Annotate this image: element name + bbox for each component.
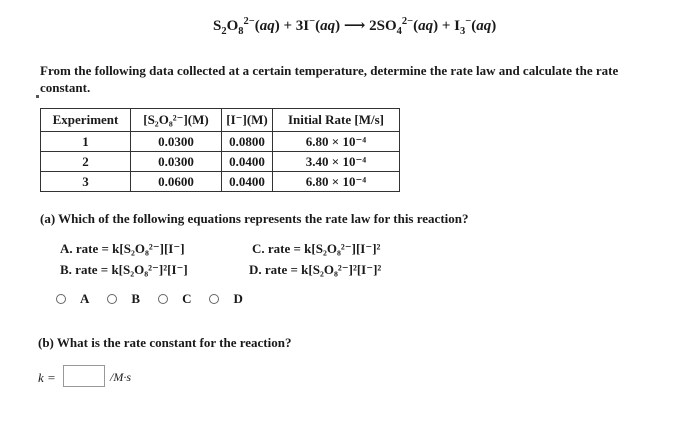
cell-exp: 2 xyxy=(41,152,131,172)
cell-exp: 3 xyxy=(41,172,131,192)
choice-d-text: D. rate = k[S₂O₈²⁻]²[I⁻]² xyxy=(249,262,382,277)
data-table xyxy=(40,108,400,192)
choice-c-text: C. rate = k[S₂O₈²⁻][I⁻]² xyxy=(252,241,381,256)
question-b: (b) What is the rate constant for the reaction? xyxy=(38,335,292,350)
choice-a-text: A. rate = k[S₂O₈²⁻][I⁻] xyxy=(60,241,185,256)
cell-rate: 3.40 × 10⁻⁴ xyxy=(273,152,400,172)
table-header-row xyxy=(41,109,400,132)
radio-c[interactable] xyxy=(158,294,168,304)
cell-iodide: 0.0400 xyxy=(222,152,273,172)
cell-iodide: 0.0400 xyxy=(222,172,273,192)
cell-s2o8: 0.0300 xyxy=(131,152,222,172)
cell-s2o8: 0.0600 xyxy=(131,172,222,192)
stray-mark xyxy=(36,95,39,98)
table-row xyxy=(41,132,400,152)
radio-a[interactable] xyxy=(56,294,66,304)
radio-label-a: A xyxy=(80,291,90,306)
table-row xyxy=(41,152,400,172)
radio-label-b: B xyxy=(131,291,141,306)
radio-label-d: D xyxy=(233,291,243,306)
intro-text: From the following data collected at a certain temperature, determine the rate law and calculate the rate constant. xyxy=(40,63,619,95)
radio-label-c: C xyxy=(182,291,192,306)
table-row xyxy=(41,172,400,192)
header-experiment: Experiment xyxy=(41,109,131,132)
question-a: (a) Which of the following equations represents the rate law for this reaction? xyxy=(40,211,469,226)
answer-radio-group xyxy=(56,291,261,307)
cell-s2o8: 0.0300 xyxy=(131,132,222,152)
choice-b-text: B. rate = k[S₂O₈²⁻]²[I⁻] xyxy=(60,262,188,277)
header-rate: Initial Rate [M/s] xyxy=(273,109,400,132)
radio-b[interactable] xyxy=(107,294,117,304)
cell-rate: 6.80 × 10⁻⁴ xyxy=(273,132,400,152)
k-label: k = xyxy=(38,370,56,385)
reaction-equation: $S_2O_8^{2-}(aq) + 3I^-(aq)$ ⟶ $2SO_4^{2-}(aq) + I_3^-(aq)$ xyxy=(213,16,497,37)
cell-rate: 6.80 × 10⁻⁴ xyxy=(273,172,400,192)
header-iodide: [I⁻](M) xyxy=(222,109,273,132)
radio-d[interactable] xyxy=(209,294,219,304)
k-unit: /M·s xyxy=(110,370,131,384)
cell-exp: 1 xyxy=(41,132,131,152)
cell-iodide: 0.0800 xyxy=(222,132,273,152)
header-s2o8: [S₂O₈²⁻](M) xyxy=(131,109,222,132)
rate-constant-input[interactable] xyxy=(63,365,105,387)
